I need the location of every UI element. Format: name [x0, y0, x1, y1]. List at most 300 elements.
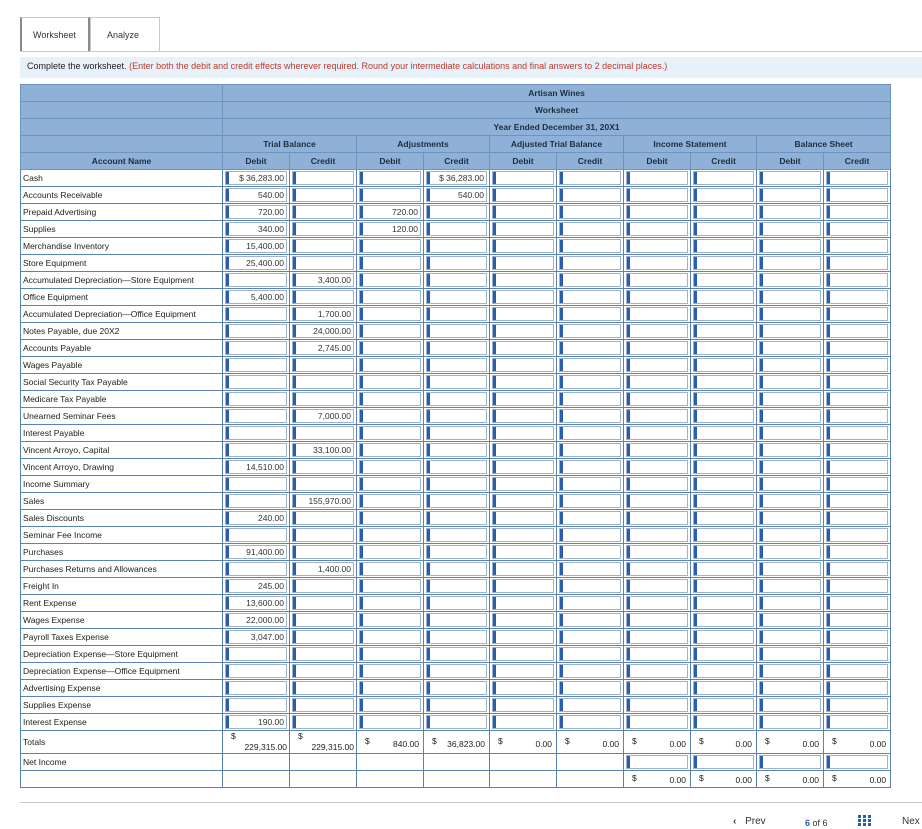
adj-credit-input[interactable]: 540.00 [426, 188, 487, 202]
is-debit-input[interactable] [626, 681, 688, 695]
tb-credit-input[interactable] [292, 511, 354, 525]
adj-credit-input[interactable] [426, 222, 487, 236]
bs-credit-input[interactable] [826, 562, 888, 576]
tb-debit-input[interactable] [225, 528, 287, 542]
adj-debit-input[interactable] [359, 579, 421, 593]
atb-credit-input[interactable] [559, 511, 621, 525]
atb-debit-input[interactable] [492, 290, 554, 304]
atb-debit-input[interactable] [492, 205, 554, 219]
atb-credit-input[interactable] [559, 358, 621, 372]
bs-credit-input[interactable] [826, 443, 888, 457]
atb-credit-input[interactable] [559, 494, 621, 508]
tb-credit-input[interactable] [292, 664, 354, 678]
bs-credit-input[interactable] [826, 664, 888, 678]
is-credit-input[interactable] [693, 681, 754, 695]
is-credit-input[interactable] [693, 409, 754, 423]
tb-credit-input[interactable] [292, 715, 354, 729]
adj-credit-input[interactable] [426, 443, 487, 457]
tb-credit-input[interactable] [292, 256, 354, 270]
bs-debit-input[interactable] [759, 460, 821, 474]
tb-debit-input[interactable] [225, 324, 287, 338]
is-debit-input[interactable] [626, 239, 688, 253]
atb-credit-input[interactable] [559, 273, 621, 287]
is-credit-input[interactable] [693, 426, 754, 440]
is-debit-input[interactable] [626, 188, 688, 202]
atb-debit-input[interactable] [492, 392, 554, 406]
adj-debit-input[interactable] [359, 273, 421, 287]
tb-debit-input[interactable] [225, 477, 287, 491]
atb-debit-input[interactable] [492, 545, 554, 559]
atb-credit-input[interactable] [559, 528, 621, 542]
adj-credit-input[interactable]: $ 36,283.00 [426, 171, 487, 185]
adj-debit-input[interactable] [359, 511, 421, 525]
atb-debit-input[interactable] [492, 579, 554, 593]
atb-debit-input[interactable] [492, 188, 554, 202]
bs-debit-input[interactable] [759, 528, 821, 542]
adj-debit-input[interactable] [359, 358, 421, 372]
bs-credit-input[interactable] [826, 290, 888, 304]
atb-credit-input[interactable] [559, 392, 621, 406]
adj-credit-input[interactable] [426, 528, 487, 542]
bs-debit-input[interactable] [759, 630, 821, 644]
atb-debit-input[interactable] [492, 647, 554, 661]
is-debit-input[interactable] [626, 460, 688, 474]
atb-credit-input[interactable] [559, 562, 621, 576]
adj-credit-input[interactable] [426, 290, 487, 304]
is-credit-input[interactable] [693, 664, 754, 678]
adj-credit-input[interactable] [426, 307, 487, 321]
bs-debit-input[interactable] [759, 256, 821, 270]
atb-credit-input[interactable] [559, 681, 621, 695]
tb-debit-input[interactable] [225, 273, 287, 287]
is-debit-input[interactable] [626, 613, 688, 627]
adj-credit-input[interactable] [426, 630, 487, 644]
bs-debit-input[interactable] [759, 341, 821, 355]
bs-credit-input[interactable] [826, 239, 888, 253]
adj-debit-input[interactable] [359, 562, 421, 576]
tb-credit-input[interactable] [292, 613, 354, 627]
atb-debit-input[interactable] [492, 307, 554, 321]
bs-credit-input[interactable] [826, 392, 888, 406]
bs-credit-input[interactable] [826, 647, 888, 661]
tb-credit-input[interactable] [292, 188, 354, 202]
bs-debit-input[interactable] [759, 222, 821, 236]
is-debit-input[interactable] [626, 273, 688, 287]
is-debit-input[interactable] [626, 664, 688, 678]
adj-credit-input[interactable] [426, 613, 487, 627]
is-credit-input[interactable] [693, 630, 754, 644]
adj-credit-input[interactable] [426, 239, 487, 253]
bs-debit-input[interactable] [759, 545, 821, 559]
bs-debit-net-income-input[interactable] [759, 755, 821, 769]
bs-credit-input[interactable] [826, 511, 888, 525]
atb-debit-input[interactable] [492, 426, 554, 440]
atb-debit-input[interactable] [492, 273, 554, 287]
tab-worksheet[interactable]: Worksheet [20, 17, 90, 51]
is-credit-input[interactable] [693, 528, 754, 542]
adj-debit-input[interactable] [359, 647, 421, 661]
adj-credit-input[interactable] [426, 579, 487, 593]
tb-debit-input[interactable]: 14,510.00 [225, 460, 287, 474]
bs-debit-input[interactable] [759, 443, 821, 457]
tb-credit-input[interactable]: 155,970.00 [292, 494, 354, 508]
bs-credit-input[interactable] [826, 205, 888, 219]
adj-debit-input[interactable] [359, 596, 421, 610]
tb-credit-input[interactable] [292, 630, 354, 644]
atb-credit-input[interactable] [559, 460, 621, 474]
atb-credit-input[interactable] [559, 307, 621, 321]
is-credit-input[interactable] [693, 358, 754, 372]
adj-debit-input[interactable] [359, 545, 421, 559]
is-credit-input[interactable] [693, 460, 754, 474]
is-debit-input[interactable] [626, 341, 688, 355]
next-button[interactable] [902, 816, 920, 827]
tb-credit-input[interactable]: 24,000.00 [292, 324, 354, 338]
tb-debit-input[interactable] [225, 358, 287, 372]
is-debit-input[interactable] [626, 171, 688, 185]
is-credit-input[interactable] [693, 375, 754, 389]
adj-debit-input[interactable] [359, 460, 421, 474]
bs-credit-input[interactable] [826, 579, 888, 593]
adj-debit-input[interactable] [359, 341, 421, 355]
is-debit-input[interactable] [626, 205, 688, 219]
atb-credit-input[interactable] [559, 205, 621, 219]
adj-debit-input[interactable] [359, 324, 421, 338]
bs-debit-input[interactable] [759, 494, 821, 508]
tb-credit-input[interactable] [292, 647, 354, 661]
adj-debit-input[interactable] [359, 188, 421, 202]
atb-debit-input[interactable] [492, 681, 554, 695]
atb-debit-input[interactable] [492, 511, 554, 525]
bs-credit-input[interactable] [826, 324, 888, 338]
is-debit-input[interactable] [626, 426, 688, 440]
atb-debit-input[interactable] [492, 460, 554, 474]
atb-debit-input[interactable] [492, 443, 554, 457]
tb-debit-input[interactable] [225, 341, 287, 355]
atb-debit-input[interactable] [492, 409, 554, 423]
tb-credit-input[interactable] [292, 358, 354, 372]
adj-debit-input[interactable] [359, 290, 421, 304]
bs-debit-input[interactable] [759, 273, 821, 287]
bs-credit-input[interactable] [826, 494, 888, 508]
bs-debit-input[interactable] [759, 239, 821, 253]
adj-debit-input[interactable] [359, 256, 421, 270]
is-debit-input[interactable] [626, 562, 688, 576]
bs-credit-input[interactable] [826, 596, 888, 610]
is-credit-input[interactable] [693, 273, 754, 287]
bs-debit-input[interactable] [759, 681, 821, 695]
bs-credit-input[interactable] [826, 256, 888, 270]
is-debit-input[interactable] [626, 290, 688, 304]
is-credit-input[interactable] [693, 239, 754, 253]
tb-debit-input[interactable] [225, 409, 287, 423]
tb-debit-input[interactable]: 540.00 [225, 188, 287, 202]
is-debit-input[interactable] [626, 392, 688, 406]
adj-debit-input[interactable] [359, 664, 421, 678]
bs-debit-input[interactable] [759, 698, 821, 712]
atb-credit-input[interactable] [559, 545, 621, 559]
bs-debit-input[interactable] [759, 579, 821, 593]
is-credit-input[interactable] [693, 579, 754, 593]
atb-credit-input[interactable] [559, 477, 621, 491]
adj-debit-input[interactable] [359, 698, 421, 712]
tb-debit-input[interactable] [225, 375, 287, 389]
bs-debit-input[interactable] [759, 596, 821, 610]
tb-credit-input[interactable] [292, 222, 354, 236]
atb-debit-input[interactable] [492, 528, 554, 542]
is-credit-input[interactable] [693, 647, 754, 661]
tb-credit-input[interactable] [292, 698, 354, 712]
is-debit-input[interactable] [626, 494, 688, 508]
is-debit-input[interactable] [626, 358, 688, 372]
is-debit-input[interactable] [626, 477, 688, 491]
bs-debit-input[interactable] [759, 290, 821, 304]
tb-credit-input[interactable] [292, 239, 354, 253]
atb-credit-input[interactable] [559, 630, 621, 644]
atb-debit-input[interactable] [492, 630, 554, 644]
bs-credit-input[interactable] [826, 188, 888, 202]
tb-debit-input[interactable] [225, 443, 287, 457]
is-debit-input[interactable] [626, 528, 688, 542]
tab-analyze[interactable]: Analyze [90, 17, 160, 51]
atb-credit-input[interactable] [559, 443, 621, 457]
atb-credit-input[interactable] [559, 324, 621, 338]
atb-credit-input[interactable] [559, 256, 621, 270]
adj-credit-input[interactable] [426, 562, 487, 576]
bs-credit-input[interactable] [826, 545, 888, 559]
bs-credit-input[interactable] [826, 477, 888, 491]
atb-credit-input[interactable] [559, 579, 621, 593]
bs-credit-input[interactable] [826, 222, 888, 236]
adj-credit-input[interactable] [426, 494, 487, 508]
bs-debit-input[interactable] [759, 477, 821, 491]
adj-debit-input[interactable] [359, 426, 421, 440]
tb-credit-input[interactable]: 2,745.00 [292, 341, 354, 355]
is-credit-input[interactable] [693, 171, 754, 185]
tb-debit-input[interactable]: 25,400.00 [225, 256, 287, 270]
bs-debit-input[interactable] [759, 426, 821, 440]
is-debit-input[interactable] [626, 443, 688, 457]
tb-debit-input[interactable]: 245.00 [225, 579, 287, 593]
is-credit-net-income-input[interactable] [693, 755, 754, 769]
tb-debit-input[interactable] [225, 647, 287, 661]
is-credit-input[interactable] [693, 324, 754, 338]
atb-credit-input[interactable] [559, 290, 621, 304]
tb-debit-input[interactable]: 5,400.00 [225, 290, 287, 304]
adj-credit-input[interactable] [426, 715, 487, 729]
is-debit-input[interactable] [626, 324, 688, 338]
bs-debit-input[interactable] [759, 375, 821, 389]
adj-debit-input[interactable] [359, 375, 421, 389]
tb-credit-input[interactable] [292, 392, 354, 406]
adj-credit-input[interactable] [426, 511, 487, 525]
is-debit-input[interactable] [626, 375, 688, 389]
is-debit-input[interactable] [626, 579, 688, 593]
adj-credit-input[interactable] [426, 392, 487, 406]
adj-credit-input[interactable] [426, 647, 487, 661]
atb-debit-input[interactable] [492, 222, 554, 236]
atb-credit-input[interactable] [559, 341, 621, 355]
tb-debit-input[interactable]: 3,047.00 [225, 630, 287, 644]
adj-credit-input[interactable] [426, 681, 487, 695]
adj-debit-input[interactable] [359, 715, 421, 729]
atb-credit-input[interactable] [559, 375, 621, 389]
tb-debit-input[interactable] [225, 392, 287, 406]
adj-credit-input[interactable] [426, 545, 487, 559]
is-debit-input[interactable] [626, 409, 688, 423]
adj-credit-input[interactable] [426, 324, 487, 338]
is-debit-input[interactable] [626, 256, 688, 270]
adj-debit-input[interactable] [359, 409, 421, 423]
bs-credit-net-income-input[interactable] [826, 755, 888, 769]
bs-credit-input[interactable] [826, 426, 888, 440]
atb-debit-input[interactable] [492, 341, 554, 355]
is-debit-input[interactable] [626, 307, 688, 321]
bs-credit-input[interactable] [826, 358, 888, 372]
adj-credit-input[interactable] [426, 409, 487, 423]
atb-credit-input[interactable] [559, 647, 621, 661]
is-credit-input[interactable] [693, 545, 754, 559]
tb-debit-input[interactable]: 240.00 [225, 511, 287, 525]
tb-debit-input[interactable] [225, 426, 287, 440]
bs-credit-input[interactable] [826, 409, 888, 423]
is-credit-input[interactable] [693, 477, 754, 491]
is-credit-input[interactable] [693, 443, 754, 457]
atb-credit-input[interactable] [559, 613, 621, 627]
adj-credit-input[interactable] [426, 375, 487, 389]
bs-credit-input[interactable] [826, 273, 888, 287]
tb-debit-input[interactable] [225, 307, 287, 321]
tb-debit-input[interactable] [225, 562, 287, 576]
bs-debit-input[interactable] [759, 307, 821, 321]
bs-debit-input[interactable] [759, 664, 821, 678]
adj-credit-input[interactable] [426, 341, 487, 355]
tb-debit-input[interactable]: 13,600.00 [225, 596, 287, 610]
is-credit-input[interactable] [693, 341, 754, 355]
adj-credit-input[interactable] [426, 273, 487, 287]
is-credit-input[interactable] [693, 392, 754, 406]
is-credit-input[interactable] [693, 256, 754, 270]
bs-debit-input[interactable] [759, 188, 821, 202]
adj-credit-input[interactable] [426, 205, 487, 219]
is-debit-input[interactable] [626, 511, 688, 525]
adj-debit-input[interactable] [359, 171, 421, 185]
is-debit-input[interactable] [626, 647, 688, 661]
adj-debit-input[interactable] [359, 307, 421, 321]
is-debit-input[interactable] [626, 698, 688, 712]
tb-credit-input[interactable] [292, 528, 354, 542]
tb-debit-input[interactable] [225, 664, 287, 678]
adj-debit-input[interactable] [359, 613, 421, 627]
atb-debit-input[interactable] [492, 562, 554, 576]
bs-credit-input[interactable] [826, 715, 888, 729]
adj-credit-input[interactable] [426, 358, 487, 372]
tb-debit-input[interactable]: $ 36,283.00 [225, 171, 287, 185]
tb-credit-input[interactable]: 3,400.00 [292, 273, 354, 287]
tb-credit-input[interactable]: 1,700.00 [292, 307, 354, 321]
tb-credit-input[interactable] [292, 171, 354, 185]
atb-credit-input[interactable] [559, 715, 621, 729]
tb-debit-input[interactable] [225, 494, 287, 508]
bs-debit-input[interactable] [759, 613, 821, 627]
atb-debit-input[interactable] [492, 324, 554, 338]
bs-credit-input[interactable] [826, 630, 888, 644]
atb-credit-input[interactable] [559, 664, 621, 678]
atb-credit-input[interactable] [559, 171, 621, 185]
tb-credit-input[interactable] [292, 205, 354, 219]
adj-credit-input[interactable] [426, 256, 487, 270]
atb-credit-input[interactable] [559, 222, 621, 236]
bs-credit-input[interactable] [826, 307, 888, 321]
tb-debit-input[interactable]: 22,000.00 [225, 613, 287, 627]
bs-credit-input[interactable] [826, 698, 888, 712]
bs-credit-input[interactable] [826, 375, 888, 389]
tb-credit-input[interactable]: 1,400.00 [292, 562, 354, 576]
atb-debit-input[interactable] [492, 375, 554, 389]
tb-credit-input[interactable] [292, 681, 354, 695]
is-debit-input[interactable] [626, 715, 688, 729]
is-credit-input[interactable] [693, 494, 754, 508]
tb-debit-input[interactable] [225, 698, 287, 712]
adj-credit-input[interactable] [426, 460, 487, 474]
adj-credit-input[interactable] [426, 596, 487, 610]
is-credit-input[interactable] [693, 613, 754, 627]
bs-debit-input[interactable] [759, 392, 821, 406]
tb-debit-input[interactable]: 720.00 [225, 205, 287, 219]
tb-credit-input[interactable] [292, 596, 354, 610]
is-credit-input[interactable] [693, 698, 754, 712]
bs-credit-input[interactable] [826, 613, 888, 627]
bs-debit-input[interactable] [759, 511, 821, 525]
adj-debit-input[interactable] [359, 528, 421, 542]
bs-debit-input[interactable] [759, 647, 821, 661]
adj-credit-input[interactable] [426, 664, 487, 678]
atb-credit-input[interactable] [559, 698, 621, 712]
is-credit-input[interactable] [693, 307, 754, 321]
atb-debit-input[interactable] [492, 715, 554, 729]
bs-credit-input[interactable] [826, 528, 888, 542]
bs-credit-input[interactable] [826, 460, 888, 474]
is-credit-input[interactable] [693, 205, 754, 219]
grid-view-icon[interactable] [858, 815, 871, 829]
bs-credit-input[interactable] [826, 341, 888, 355]
is-credit-input[interactable] [693, 290, 754, 304]
atb-debit-input[interactable] [492, 613, 554, 627]
atb-credit-input[interactable] [559, 239, 621, 253]
adj-debit-input[interactable] [359, 477, 421, 491]
tb-debit-input[interactable] [225, 681, 287, 695]
adj-credit-input[interactable] [426, 426, 487, 440]
bs-debit-input[interactable] [759, 324, 821, 338]
is-debit-input[interactable] [626, 596, 688, 610]
adj-debit-input[interactable]: 120.00 [359, 222, 421, 236]
bs-credit-input[interactable] [826, 681, 888, 695]
adj-debit-input[interactable] [359, 239, 421, 253]
is-debit-net-income-input[interactable] [626, 755, 688, 769]
bs-debit-input[interactable] [759, 205, 821, 219]
adj-credit-input[interactable] [426, 477, 487, 491]
tb-credit-input[interactable] [292, 477, 354, 491]
is-credit-input[interactable] [693, 715, 754, 729]
atb-debit-input[interactable] [492, 698, 554, 712]
tb-debit-input[interactable]: 91,400.00 [225, 545, 287, 559]
tb-credit-input[interactable] [292, 579, 354, 593]
is-debit-input[interactable] [626, 630, 688, 644]
tb-credit-input[interactable] [292, 290, 354, 304]
tb-credit-input[interactable] [292, 460, 354, 474]
tb-credit-input[interactable]: 7,000.00 [292, 409, 354, 423]
atb-debit-input[interactable] [492, 494, 554, 508]
